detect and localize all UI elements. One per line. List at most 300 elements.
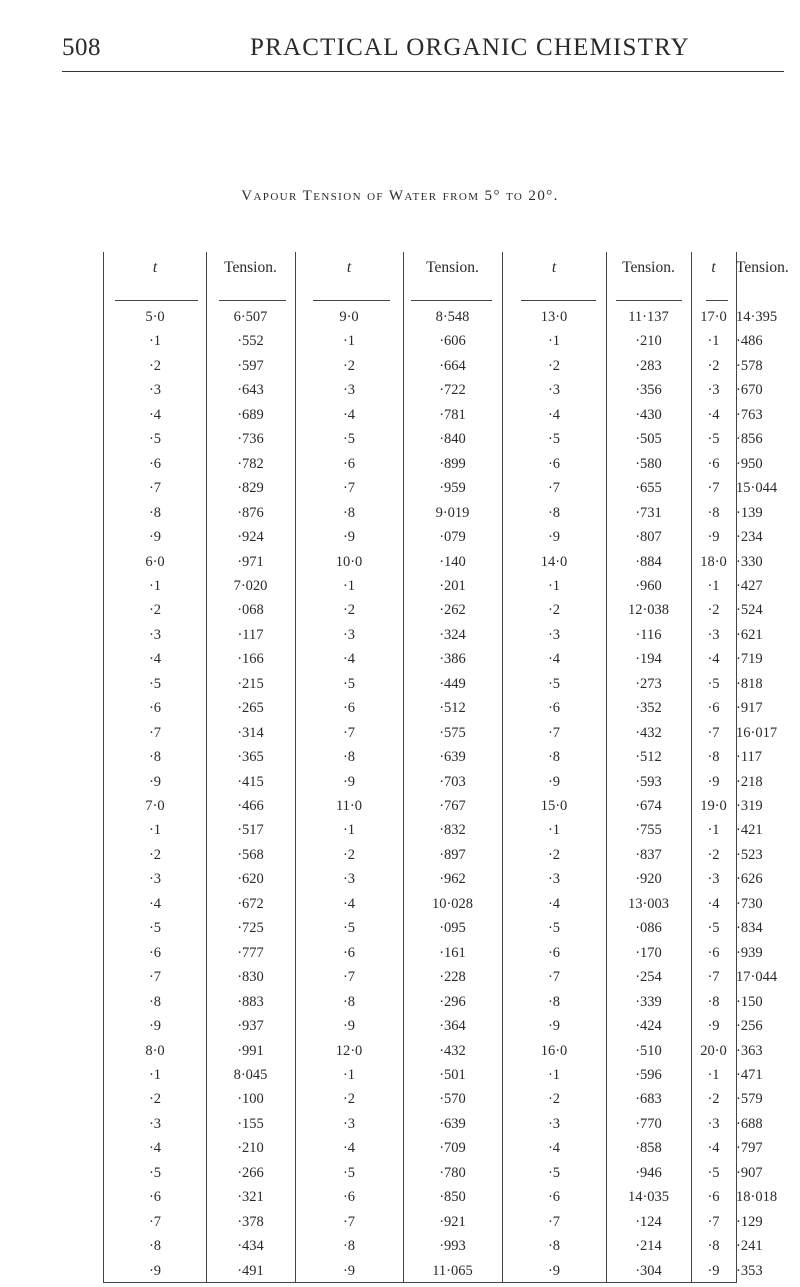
temperature-cell: ·6 xyxy=(707,944,720,961)
temperature-cell: ·4 xyxy=(148,895,162,912)
tension-cell: ·266 xyxy=(237,1164,264,1181)
temperature-cell: ·9 xyxy=(148,529,162,546)
temperature-cell: ·1 xyxy=(547,333,561,350)
temperature-cell: ·7 xyxy=(148,1213,162,1230)
temperature-cell: ·7 xyxy=(547,1213,561,1230)
page-number: 508 xyxy=(62,34,101,61)
temperature-cell: ·5 xyxy=(547,920,561,937)
tension-cell: ·731 xyxy=(635,504,662,521)
temperature-cell: 17·0 xyxy=(700,309,727,325)
temperature-cell: ·1 xyxy=(148,577,162,594)
temperature-cell: ·5 xyxy=(342,920,356,937)
tension-cell: ·321 xyxy=(237,1189,264,1206)
temperature-cell: ·4 xyxy=(342,651,356,668)
tension-cell: ·512 xyxy=(439,700,466,717)
tension-cell: ·365 xyxy=(237,749,264,766)
tension-cell: ·501 xyxy=(439,1066,466,1083)
temperature-cell: ·1 xyxy=(707,1066,720,1083)
temperature-cell: ·3 xyxy=(342,871,356,888)
temperature-cell: ·9 xyxy=(148,1262,162,1279)
temperature-cell: ·1 xyxy=(707,577,720,594)
header-rule xyxy=(706,300,728,301)
temperature-cell: ·6 xyxy=(342,700,356,717)
temperature-cell: ·2 xyxy=(547,846,561,863)
temperature-cell: 15·0 xyxy=(540,798,568,814)
temperature-cell: ·2 xyxy=(342,846,356,863)
tension-cell: ·124 xyxy=(635,1213,662,1230)
temperature-cell: ·1 xyxy=(342,1066,356,1083)
tension-cell: ·466 xyxy=(237,798,264,814)
temperature-cell: ·1 xyxy=(148,822,162,839)
temperature-cell: ·6 xyxy=(707,700,720,717)
temperature-cell: ·5 xyxy=(148,920,162,937)
temperature-cell: 12·0 xyxy=(335,1042,363,1059)
tension-cell: ·432 xyxy=(439,1042,466,1059)
temperature-cell: ·1 xyxy=(707,333,720,350)
tension-cell: 12·038 xyxy=(627,602,670,619)
temperature-cell: ·8 xyxy=(342,1238,356,1255)
header-tension: Tension. xyxy=(622,259,675,276)
tension-cell: ·672 xyxy=(237,895,264,912)
tension-cell: 8·045 xyxy=(233,1066,268,1083)
tension-cell: ·993 xyxy=(439,1238,466,1255)
tension-cell: ·971 xyxy=(237,553,264,570)
tension-cell: ·703 xyxy=(439,773,466,790)
temperature-cell: ·6 xyxy=(707,455,720,472)
temperature-cell: ·7 xyxy=(342,1213,356,1230)
header-rule xyxy=(115,300,198,301)
temperature-cell: ·9 xyxy=(148,773,162,790)
tension-cell: ·597 xyxy=(237,357,264,374)
header-rule xyxy=(62,71,784,72)
temperature-cell: ·5 xyxy=(547,1164,561,1181)
tension-cell: ·210 xyxy=(635,333,662,350)
tension-cell: ·116 xyxy=(635,626,662,643)
temperature-cell: ·4 xyxy=(148,406,162,423)
temperature-cell: ·9 xyxy=(547,529,561,546)
tension-cell: ·736 xyxy=(237,431,264,448)
tension-cell: ·689 xyxy=(237,406,264,423)
tension-cell: 13·003 xyxy=(627,895,670,912)
temperature-cell: ·1 xyxy=(148,1066,162,1083)
header-rule xyxy=(313,300,390,301)
tension-cell: ·352 xyxy=(635,700,662,717)
temperature-cell: ·9 xyxy=(707,1262,720,1279)
temperature-cell: ·1 xyxy=(342,333,356,350)
temperature-cell: ·2 xyxy=(342,1091,356,1108)
temperature-cell: ·3 xyxy=(342,382,356,399)
temperature-cell: ·4 xyxy=(707,651,720,668)
temperature-cell: ·8 xyxy=(148,993,162,1010)
tension-cell: ·339 xyxy=(635,993,662,1010)
temperature-cell: ·9 xyxy=(148,1018,162,1035)
tension-cell: ·850 xyxy=(439,1189,466,1206)
temperature-cell: ·5 xyxy=(547,675,561,692)
tension-cell: ·512 xyxy=(635,749,662,766)
temperature-cell: ·9 xyxy=(547,773,561,790)
temperature-cell: ·2 xyxy=(342,602,356,619)
temperature-cell: ·6 xyxy=(342,944,356,961)
temperature-cell: ·9 xyxy=(342,529,356,546)
temperature-cell: ·1 xyxy=(547,822,561,839)
tension-cell: 6·507 xyxy=(233,309,268,325)
temperature-cell: ·6 xyxy=(547,700,561,717)
temperature-cell: ·1 xyxy=(148,333,162,350)
tension-cell: ·265 xyxy=(237,700,264,717)
temperature-cell: ·3 xyxy=(148,382,162,399)
tension-cell: ·580 xyxy=(635,455,662,472)
tension-cell: ·639 xyxy=(439,1115,466,1132)
tension-cell: ·210 xyxy=(237,1140,264,1157)
tension-cell: ·832 xyxy=(439,822,466,839)
header-t: t xyxy=(346,259,352,276)
tension-cell: ·314 xyxy=(237,724,264,741)
temperature-cell: ·5 xyxy=(707,431,720,448)
vapour-tension-table: t Tension. t Tension. t Tension. t Tension. 5·0 ·1 ·2 ·3 ·4 ·5 ·6 ·7 ·8 ·9 6·0 ·1 ·2 ·3 ·4 ·5 ·6 ·7 ·8 ·9 7·0 ·1 ·2 ·3 ·4 ·5 ·6 ·7 ·8 ·9 8·0 ·1 ·2 ·3 ·4 ·5 ·6 ·7 ·8 ·9 6·507 ·552 ·597 ·643 ·689 ·736 ·782 ·829 ·876 ·924 ·971 7·020 ·068 ·117 ·166 ·215 ·265 ·314 ·365 ·415 ·466 ·517 ·568 ·620 ·672 ·725 ·777 ·830 ·883 ·937 ·991 8·045 ·100 ·155 ·210 ·266 ·321 ·378 ·434 ·491 9·0 ·1 ·2 ·3 ·4 ·5 ·6 ·7 ·8 ·9 10·0 ·1 ·2 ·3 ·4 ·5 ·6 ·7 ·8 ·9 11·0 ·1 ·2 ·3 ·4 ·5 ·6 ·7 ·8 ·9 12·0 ·1 ·2 ·3 ·4 ·5 ·6 ·7 ·8 ·9 8·548 ·606 ·664 ·722 ·781 ·840 ·899 ·959 9·019 ·079 ·140 ·201 ·262 ·324 ·386 ·449 ·512 ·575 ·639 ·703 ·767 ·832 ·897 ·962 10·028 ·095 ·161 ·228 ·296 ·364 ·432 ·501 ·570 ·639 ·709 ·780 ·850 ·921 ·993 11·065 13·0 ·1 ·2 ·3 ·4 ·5 ·6 ·7 ·8 ·9 14·0 ·1 ·2 ·3 ·4 ·5 ·6 ·7 ·8 ·9 15·0 ·1 ·2 ·3 ·4 ·5 ·6 ·7 ·8 ·9 16·0 ·1 ·2 ·3 ·4 ·5 ·6 ·7 ·8 ·9 11·137 ·210 ·283 ·356 ·430 ·505 ·580 ·655 ·731 ·807 ·884 ·960 12·038 ·116 ·194 ·273 ·352 ·432 ·512 ·593 ·674 ·755 ·837 ·920 13·003 ·086 ·170 ·254 ·339 ·424 ·510 ·596 ·683 ·770 ·858 ·946 14·035 ·124 ·214 ·304 17·0 ·1 ·2 ·3 ·4 ·5 ·6 ·7 ·8 ·9 18·0 ·1 ·2 ·3 ·4 ·5 ·6 ·7 ·8 ·9 19·0 ·1 ·2 ·3 ·4 ·5 ·6 ·7 ·8 ·9 20·0 ·1 ·2 ·3 ·4 ·5 ·6 ·7 ·8 ·9 14·395 ·486 ·578 ·670 ·763 ·856 ·950 15·044 ·139 ·234 ·330 ·427 ·524 ·621 ·719 ·818 ·917 16·017 ·117 ·218 ·319 ·421 ·523 ·626 ·730 ·834 ·939 17·044 ·150 ·256 ·363 ·471 ·579 ·688 ·797 ·907 18·018 ·129 ·241 ·353 xyxy=(103,252,737,1283)
tension-cell: ·725 xyxy=(237,920,264,937)
tension-cell: ·568 xyxy=(237,846,264,863)
temperature-cell: ·7 xyxy=(342,480,356,497)
temperature-cell: ·8 xyxy=(707,1238,720,1255)
temperature-cell: ·6 xyxy=(148,944,162,961)
tension-cell: ·068 xyxy=(237,602,264,619)
temperature-cell: ·6 xyxy=(148,1189,162,1206)
temperature-cell: ·7 xyxy=(342,724,356,741)
temperature-cell: ·6 xyxy=(707,1189,720,1206)
tension-cell: ·386 xyxy=(439,651,466,668)
temperature-cell: ·7 xyxy=(148,969,162,986)
tension-cell: ·434 xyxy=(237,1238,264,1255)
temperature-cell: ·4 xyxy=(342,406,356,423)
temperature-cell: 6·0 xyxy=(145,553,165,570)
temperature-cell: 16·0 xyxy=(540,1042,568,1059)
temperature-cell: ·5 xyxy=(148,1164,162,1181)
temperature-cell: ·6 xyxy=(342,1189,356,1206)
temperature-cell: ·7 xyxy=(707,724,720,741)
temperature-cell: ·5 xyxy=(342,675,356,692)
tension-cell: ·807 xyxy=(635,529,662,546)
temperature-cell: ·5 xyxy=(707,920,720,937)
tension-cell: ·858 xyxy=(635,1140,662,1157)
tension-cell: ·364 xyxy=(439,1018,466,1035)
temperature-cell: 19·0 xyxy=(700,798,727,814)
tension-cell: ·777 xyxy=(237,944,264,961)
temperature-cell: 9·0 xyxy=(339,309,359,325)
table-caption: Vapour Tension of Water from 5° to 20°. xyxy=(241,188,559,204)
tension-cell: ·215 xyxy=(237,675,264,692)
tension-cell: ·570 xyxy=(439,1091,466,1108)
tension-cell: ·840 xyxy=(439,431,466,448)
temperature-cell: ·2 xyxy=(342,357,356,374)
tension-cell: ·378 xyxy=(237,1213,264,1230)
temperature-cell: ·8 xyxy=(547,1238,561,1255)
temperature-cell: ·7 xyxy=(547,969,561,986)
temperature-cell: 11·0 xyxy=(335,798,363,814)
temperature-cell: ·9 xyxy=(707,773,720,790)
tension-cell: ·095 xyxy=(439,920,466,937)
tension-cell: ·674 xyxy=(635,798,662,814)
temperature-cell: ·2 xyxy=(547,357,561,374)
tension-cell: ·876 xyxy=(237,504,264,521)
temperature-cell: ·3 xyxy=(342,626,356,643)
tension-cell: ·643 xyxy=(237,382,264,399)
temperature-cell: ·1 xyxy=(342,577,356,594)
tension-cell: ·155 xyxy=(237,1115,264,1132)
tension-cell: ·086 xyxy=(635,920,662,937)
temperature-cell: ·1 xyxy=(547,1066,561,1083)
temperature-cell: ·6 xyxy=(547,455,561,472)
temperature-cell: ·8 xyxy=(148,749,162,766)
header-rule xyxy=(616,300,682,301)
tension-cell: ·161 xyxy=(439,944,466,961)
temperature-cell: ·4 xyxy=(342,895,356,912)
temperature-cell: ·9 xyxy=(342,1018,356,1035)
tension-cell: ·283 xyxy=(635,357,662,374)
header-t: t xyxy=(711,259,716,276)
temperature-cell: ·6 xyxy=(547,944,561,961)
header-rule xyxy=(219,300,286,301)
temperature-cell: ·9 xyxy=(707,1018,720,1035)
temperature-cell: ·6 xyxy=(342,455,356,472)
tension-cell: ·575 xyxy=(439,724,466,741)
header-rule xyxy=(521,300,596,301)
tension-cell: ·770 xyxy=(635,1115,662,1132)
tension-cell: ·620 xyxy=(237,871,264,888)
tension-cell: ·100 xyxy=(237,1091,264,1108)
tension-cell: ·273 xyxy=(635,675,662,692)
temperature-cell: ·4 xyxy=(342,1140,356,1157)
temperature-cell: ·7 xyxy=(148,724,162,741)
temperature-cell: 14·0 xyxy=(540,553,568,570)
temperature-cell: ·4 xyxy=(707,895,720,912)
temperature-cell: ·4 xyxy=(148,651,162,668)
temperature-cell: ·3 xyxy=(547,382,561,399)
temperature-cell: ·8 xyxy=(342,749,356,766)
tension-cell: ·194 xyxy=(635,651,662,668)
page-header xyxy=(0,0,800,80)
temperature-cell: ·7 xyxy=(547,480,561,497)
tension-cell: ·937 xyxy=(237,1018,264,1035)
tension-cell: ·356 xyxy=(635,382,662,399)
temperature-cell: ·8 xyxy=(547,504,561,521)
temperature-cell: ·2 xyxy=(707,357,720,374)
temperature-cell: ·2 xyxy=(148,357,162,374)
tension-cell: 11·137 xyxy=(628,309,669,325)
tension-cell: ·960 xyxy=(635,577,662,594)
temperature-cell: ·3 xyxy=(148,626,162,643)
temperature-cell: ·4 xyxy=(547,1140,561,1157)
tension-cell: ·709 xyxy=(439,1140,466,1157)
temperature-cell: ·7 xyxy=(707,480,720,497)
tension-cell: ·296 xyxy=(439,993,466,1010)
temperature-cell: ·3 xyxy=(547,626,561,643)
temperature-cell: ·5 xyxy=(148,675,162,692)
temperature-cell: ·2 xyxy=(547,602,561,619)
header-tension: Tension. xyxy=(426,259,479,276)
temperature-cell: ·2 xyxy=(707,1091,720,1108)
tension-cell: ·897 xyxy=(439,846,466,863)
temperature-cell: ·5 xyxy=(547,431,561,448)
header-rule xyxy=(411,300,492,301)
tension-cell: ·920 xyxy=(635,871,662,888)
tension-cell: ·596 xyxy=(635,1066,662,1083)
temperature-cell: ·2 xyxy=(547,1091,561,1108)
temperature-cell: ·4 xyxy=(707,1140,720,1157)
temperature-cell: ·4 xyxy=(547,895,561,912)
tension-cell: ·655 xyxy=(635,480,662,497)
temperature-cell: 10·0 xyxy=(335,553,363,570)
temperature-cell: 7·0 xyxy=(145,798,165,814)
temperature-cell: ·5 xyxy=(707,1164,720,1181)
tension-cell: ·959 xyxy=(439,480,466,497)
tension-cell: ·304 xyxy=(635,1262,662,1279)
tension-cell: ·755 xyxy=(635,822,662,839)
tension-cell: ·140 xyxy=(439,553,466,570)
temperature-cell: 13·0 xyxy=(540,309,568,325)
tension-cell: ·921 xyxy=(439,1213,466,1230)
temperature-cell: ·8 xyxy=(547,749,561,766)
temperature-cell: ·5 xyxy=(707,675,720,692)
tension-cell: ·683 xyxy=(635,1091,662,1108)
temperature-cell: ·4 xyxy=(148,1140,162,1157)
tension-cell: ·415 xyxy=(237,773,264,790)
temperature-cell: ·9 xyxy=(342,1262,356,1279)
tension-cell: 11·065 xyxy=(432,1262,473,1279)
temperature-cell: ·8 xyxy=(547,993,561,1010)
temperature-cell: ·2 xyxy=(707,602,720,619)
tension-cell: ·639 xyxy=(439,749,466,766)
tension-cell: ·782 xyxy=(237,455,264,472)
tension-cell: ·552 xyxy=(237,333,264,350)
temperature-cell: ·1 xyxy=(707,822,720,839)
tension-cell: ·991 xyxy=(237,1042,264,1059)
temperature-cell: ·2 xyxy=(148,1091,162,1108)
tension-cell: ·837 xyxy=(635,846,662,863)
temperature-cell: ·6 xyxy=(148,455,162,472)
temperature-cell: ·8 xyxy=(148,1238,162,1255)
header-t: t xyxy=(152,259,158,276)
header-tension: Tension. xyxy=(224,259,277,276)
tension-cell: 10·028 xyxy=(431,895,474,912)
temperature-cell: ·7 xyxy=(707,969,720,986)
temperature-cell: ·3 xyxy=(707,1115,720,1132)
temperature-cell: ·5 xyxy=(148,431,162,448)
temperature-cell: ·8 xyxy=(707,993,720,1010)
temperature-cell: ·3 xyxy=(148,871,162,888)
temperature-cell: ·2 xyxy=(148,602,162,619)
tension-cell: ·117 xyxy=(237,626,264,643)
tension-cell: ·424 xyxy=(635,1018,662,1035)
tension-cell: ·254 xyxy=(635,969,662,986)
tension-cell: ·214 xyxy=(635,1238,662,1255)
temperature-cell: ·4 xyxy=(547,651,561,668)
tension-cell: ·491 xyxy=(237,1262,264,1279)
tension-cell: ·201 xyxy=(439,577,466,594)
tension-cell: ·505 xyxy=(635,431,662,448)
temperature-cell: ·8 xyxy=(342,504,356,521)
temperature-cell: ·5 xyxy=(342,1164,356,1181)
temperature-cell: ·2 xyxy=(148,846,162,863)
tension-cell: ·430 xyxy=(635,406,662,423)
temperature-cell: ·8 xyxy=(148,504,162,521)
tension-cell: ·946 xyxy=(635,1164,662,1181)
tension-cell: ·262 xyxy=(439,602,466,619)
tension-cell: ·767 xyxy=(439,798,466,814)
temperature-cell: ·4 xyxy=(547,406,561,423)
temperature-cell: ·3 xyxy=(547,1115,561,1132)
tension-cell: ·883 xyxy=(237,993,264,1010)
tension-cell: ·830 xyxy=(237,969,264,986)
temperature-cell: ·7 xyxy=(707,1213,720,1230)
tension-cell: ·170 xyxy=(635,944,662,961)
temperature-cell: ·3 xyxy=(707,871,720,888)
tension-cell: 8·548 xyxy=(435,309,470,325)
temperature-cell: ·7 xyxy=(148,480,162,497)
tension-cell: ·079 xyxy=(439,529,466,546)
temperature-cell: ·7 xyxy=(547,724,561,741)
tension-cell: ·962 xyxy=(439,871,466,888)
tension-cell: ·899 xyxy=(439,455,466,472)
temperature-cell: ·8 xyxy=(342,993,356,1010)
tension-cell: ·510 xyxy=(635,1042,662,1059)
temperature-cell: ·5 xyxy=(342,431,356,448)
temperature-cell: ·8 xyxy=(707,749,720,766)
tension-cell: ·166 xyxy=(237,651,264,668)
temperature-cell: ·3 xyxy=(342,1115,356,1132)
temperature-cell: ·4 xyxy=(707,406,720,423)
temperature-cell: ·6 xyxy=(547,1189,561,1206)
tension-cell: ·432 xyxy=(635,724,662,741)
tension-cell: ·606 xyxy=(439,333,466,350)
tension-cell: ·593 xyxy=(635,773,662,790)
temperature-cell: ·8 xyxy=(707,504,720,521)
running-title: PRACTICAL ORGANIC CHEMISTRY xyxy=(250,34,690,61)
tension-cell: ·517 xyxy=(237,822,264,839)
tension-cell: ·449 xyxy=(439,675,466,692)
tension-cell: ·664 xyxy=(439,357,466,374)
temperature-cell: ·9 xyxy=(342,773,356,790)
tension-cell: ·722 xyxy=(439,382,466,399)
temperature-cell: ·3 xyxy=(148,1115,162,1132)
tension-cell: ·780 xyxy=(439,1164,466,1181)
temperature-cell: 18·0 xyxy=(700,553,727,570)
tension-cell: ·228 xyxy=(439,969,466,986)
temperature-cell: ·3 xyxy=(707,626,720,643)
temperature-cell: ·6 xyxy=(148,700,162,717)
tension-cell: 7·020 xyxy=(233,577,268,594)
tension-cell: ·884 xyxy=(635,553,662,570)
temperature-cell: 20·0 xyxy=(700,1042,727,1059)
temperature-cell: ·7 xyxy=(342,969,356,986)
temperature-cell: ·1 xyxy=(547,577,561,594)
tension-cell: 9·019 xyxy=(435,504,470,521)
tension-cell: 14·035 xyxy=(627,1189,670,1206)
temperature-cell: ·3 xyxy=(707,382,720,399)
tension-cell: ·781 xyxy=(439,406,466,423)
temperature-cell: ·9 xyxy=(547,1018,561,1035)
tension-cell: ·924 xyxy=(237,529,264,546)
temperature-cell: ·1 xyxy=(342,822,356,839)
header-t: t xyxy=(551,259,557,276)
temperature-cell: 5·0 xyxy=(145,309,165,325)
temperature-cell: ·3 xyxy=(547,871,561,888)
tension-cell: ·324 xyxy=(439,626,466,643)
temperature-cell: ·9 xyxy=(547,1262,561,1279)
temperature-cell: ·2 xyxy=(707,846,720,863)
tension-cell: ·829 xyxy=(237,480,264,497)
temperature-cell: ·9 xyxy=(707,529,720,546)
temperature-cell: 8·0 xyxy=(145,1042,165,1059)
